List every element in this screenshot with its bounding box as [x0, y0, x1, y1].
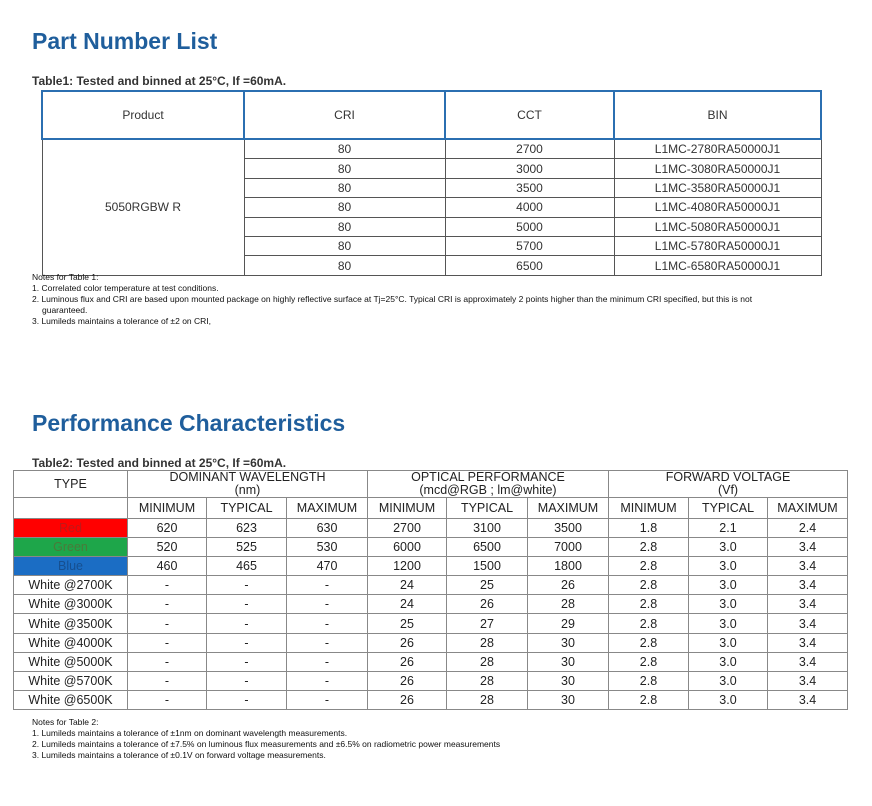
table-row	[14, 595, 848, 614]
value-cell: 6000	[368, 538, 447, 557]
value-cell: 2.8	[609, 557, 689, 576]
value-cell: 520	[128, 538, 207, 557]
group-dominant-wavelength: DOMINANT WAVELENGTH	[128, 471, 368, 485]
value-cell: 26	[368, 652, 447, 671]
product-cell: 5050RGBW R	[42, 139, 244, 275]
value-cell: -	[287, 652, 368, 671]
value-cell: 3.4	[768, 690, 848, 709]
value-cell: 2.8	[609, 614, 689, 633]
note-line: 2. Luminous flux and CRI are based upon mounted package on highly reflective surface at Tj=25°C. Typical CRI is approximately 2 points higher than the minimum CRI specified, but this is not	[32, 294, 753, 304]
cri-cell: 80	[244, 256, 445, 275]
value-cell: 3500	[528, 519, 609, 538]
value-cell: 26	[368, 671, 447, 690]
bin-cell: L1MC-6580RA50000J1	[614, 256, 821, 275]
table-row	[14, 652, 848, 671]
type-cell: White @5700K	[14, 671, 128, 690]
type-cell: White @5000K	[14, 652, 128, 671]
cri-cell: 80	[244, 159, 445, 178]
value-cell: -	[128, 690, 207, 709]
value-cell: 24	[368, 595, 447, 614]
subheader-cell: MAXIMUM	[768, 498, 848, 519]
value-cell: 620	[128, 519, 207, 538]
value-cell: -	[128, 595, 207, 614]
unit-nm: (nm)	[128, 484, 368, 498]
group-forward-voltage: FORWARD VOLTAGE	[609, 471, 848, 485]
value-cell: -	[128, 614, 207, 633]
note-line: 1. Lumileds maintains a tolerance of ±1nm on dominant wavelength measurements.	[32, 728, 348, 738]
bin-cell: L1MC-4080RA50000J1	[614, 198, 821, 217]
table-row	[14, 557, 848, 576]
value-cell: 630	[287, 519, 368, 538]
value-cell: -	[207, 652, 287, 671]
value-cell: 30	[528, 633, 609, 652]
value-cell: 3100	[447, 519, 528, 538]
subheader-cell: MINIMUM	[609, 498, 689, 519]
header-type: TYPE	[14, 471, 128, 498]
cct-cell: 4000	[445, 198, 614, 217]
value-cell: 25	[368, 614, 447, 633]
value-cell: 3.4	[768, 614, 848, 633]
value-cell: -	[287, 671, 368, 690]
part-number-table	[41, 90, 822, 276]
table2-group-unit-row	[14, 484, 848, 498]
subheader-cell: MINIMUM	[128, 498, 207, 519]
performance-table	[13, 470, 848, 710]
note-line: 3. Lumileds maintains a tolerance of ±2 on CRI,	[32, 316, 212, 326]
value-cell: 1500	[447, 557, 528, 576]
value-cell: 2.8	[609, 633, 689, 652]
value-cell: 24	[368, 576, 447, 595]
value-cell: 6500	[447, 538, 528, 557]
value-cell: 3.0	[689, 671, 768, 690]
value-cell: 3.4	[768, 576, 848, 595]
value-cell: -	[287, 690, 368, 709]
cri-cell: 80	[244, 217, 445, 236]
value-cell: -	[287, 595, 368, 614]
type-cell: White @2700K	[14, 576, 128, 595]
value-cell: -	[128, 671, 207, 690]
value-cell: 470	[287, 557, 368, 576]
type-cell: White @4000K	[14, 633, 128, 652]
value-cell: 465	[207, 557, 287, 576]
table-row	[14, 671, 848, 690]
type-cell: Blue	[14, 557, 128, 576]
value-cell: 30	[528, 671, 609, 690]
value-cell: 3.0	[689, 538, 768, 557]
subheader-cell: TYPICAL	[689, 498, 768, 519]
cri-cell: 80	[244, 198, 445, 217]
value-cell: 525	[207, 538, 287, 557]
cct-cell: 5000	[445, 217, 614, 236]
value-cell: 28	[447, 671, 528, 690]
value-cell: -	[287, 576, 368, 595]
value-cell: 1.8	[609, 519, 689, 538]
value-cell: 28	[447, 690, 528, 709]
value-cell: 2700	[368, 519, 447, 538]
value-cell: -	[207, 576, 287, 595]
header-type-blank	[14, 498, 128, 519]
value-cell: 2.8	[609, 595, 689, 614]
value-cell: 530	[287, 538, 368, 557]
cct-cell: 5700	[445, 236, 614, 255]
table-row	[14, 576, 848, 595]
value-cell: 28	[447, 652, 528, 671]
performance-characteristics-title: Performance Characteristics	[32, 410, 346, 436]
subheader-cell: MAXIMUM	[528, 498, 609, 519]
type-cell: White @3500K	[14, 614, 128, 633]
value-cell: 3.4	[768, 557, 848, 576]
value-cell: 29	[528, 614, 609, 633]
value-cell: 3.0	[689, 595, 768, 614]
note-line: Notes for Table 1:	[32, 272, 99, 282]
cct-cell: 3000	[445, 159, 614, 178]
value-cell: 2.8	[609, 576, 689, 595]
note-line: 3. Lumileds maintains a tolerance of ±0.1V on forward voltage measurements.	[32, 750, 326, 760]
bin-cell: L1MC-5080RA50000J1	[614, 217, 821, 236]
value-cell: 28	[447, 633, 528, 652]
value-cell: 28	[528, 595, 609, 614]
note-line: 2. Lumileds maintains a tolerance of ±7.5% on luminous flux measurements and ±6.5% on radiometric power measurements	[32, 739, 501, 749]
value-cell: 2.8	[609, 652, 689, 671]
value-cell: -	[128, 633, 207, 652]
subheader-cell: TYPICAL	[207, 498, 287, 519]
table2-subheader-row	[14, 498, 848, 519]
value-cell: 25	[447, 576, 528, 595]
subheader-cell: MINIMUM	[368, 498, 447, 519]
header-product: Product	[42, 91, 244, 139]
value-cell: 3.0	[689, 557, 768, 576]
value-cell: -	[207, 614, 287, 633]
value-cell: 3.0	[689, 576, 768, 595]
type-cell: White @6500K	[14, 690, 128, 709]
note-line: Notes for Table 2:	[32, 717, 99, 727]
table2-caption: Table2: Tested and binned at 25°C, If =60mA.	[32, 456, 287, 470]
header-cct: CCT	[445, 91, 614, 139]
table1-header-row	[42, 91, 821, 139]
value-cell: 7000	[528, 538, 609, 557]
type-cell: Green	[14, 538, 128, 557]
value-cell: 3.4	[768, 671, 848, 690]
value-cell: 3.0	[689, 690, 768, 709]
value-cell: 2.8	[609, 538, 689, 557]
cct-cell: 3500	[445, 178, 614, 197]
subheader-cell: TYPICAL	[447, 498, 528, 519]
value-cell: 3.4	[768, 595, 848, 614]
bin-cell: L1MC-2780RA50000J1	[614, 139, 821, 159]
cct-cell: 2700	[445, 139, 614, 159]
table1-caption: Table1: Tested and binned at 25°C, If =60mA.	[32, 74, 287, 88]
value-cell: 460	[128, 557, 207, 576]
value-cell: 3.0	[689, 614, 768, 633]
value-cell: 26	[528, 576, 609, 595]
group-optical-performance: OPTICAL PERFORMANCE	[368, 471, 609, 485]
table-row	[14, 690, 848, 709]
table-row	[14, 614, 848, 633]
value-cell: 30	[528, 690, 609, 709]
value-cell: 30	[528, 652, 609, 671]
value-cell: 3.0	[689, 633, 768, 652]
value-cell: -	[207, 690, 287, 709]
value-cell: -	[287, 633, 368, 652]
value-cell: -	[287, 614, 368, 633]
bin-cell: L1MC-3080RA50000J1	[614, 159, 821, 178]
table2-notes	[32, 717, 500, 761]
header-bin: BIN	[614, 91, 821, 139]
bin-cell: L1MC-5780RA50000J1	[614, 236, 821, 255]
value-cell: 3.4	[768, 652, 848, 671]
table-row	[14, 538, 848, 557]
unit-vf: (Vf)	[609, 484, 848, 498]
value-cell: 26	[368, 690, 447, 709]
value-cell: -	[207, 671, 287, 690]
value-cell: 3.4	[768, 633, 848, 652]
value-cell: 623	[207, 519, 287, 538]
value-cell: 1200	[368, 557, 447, 576]
header-cri: CRI	[244, 91, 445, 139]
value-cell: -	[207, 595, 287, 614]
value-cell: 26	[368, 633, 447, 652]
value-cell: -	[128, 652, 207, 671]
cri-cell: 80	[244, 178, 445, 197]
table-row	[14, 633, 848, 652]
value-cell: 3.0	[689, 652, 768, 671]
value-cell: 3.4	[768, 538, 848, 557]
value-cell: -	[207, 633, 287, 652]
part-number-list-title: Part Number List	[32, 28, 218, 54]
subheader-cell: MAXIMUM	[287, 498, 368, 519]
type-cell: Red	[14, 519, 128, 538]
value-cell: 26	[447, 595, 528, 614]
table-row	[14, 519, 848, 538]
bin-cell: L1MC-3580RA50000J1	[614, 178, 821, 197]
table2-group-row	[14, 471, 848, 485]
value-cell: 2.1	[689, 519, 768, 538]
value-cell: -	[128, 576, 207, 595]
unit-mcd-lm: (mcd@RGB ; lm@white)	[368, 484, 609, 498]
table-row	[42, 139, 821, 159]
value-cell: 1800	[528, 557, 609, 576]
note-line: 1. Correlated color temperature at test conditions.	[32, 283, 219, 293]
value-cell: 27	[447, 614, 528, 633]
table1-notes	[32, 272, 752, 327]
type-cell: White @3000K	[14, 595, 128, 614]
value-cell: 2.4	[768, 519, 848, 538]
note-line: guaranteed.	[42, 305, 88, 315]
value-cell: 2.8	[609, 690, 689, 709]
cri-cell: 80	[244, 236, 445, 255]
cct-cell: 6500	[445, 256, 614, 275]
value-cell: 2.8	[609, 671, 689, 690]
cri-cell: 80	[244, 139, 445, 159]
